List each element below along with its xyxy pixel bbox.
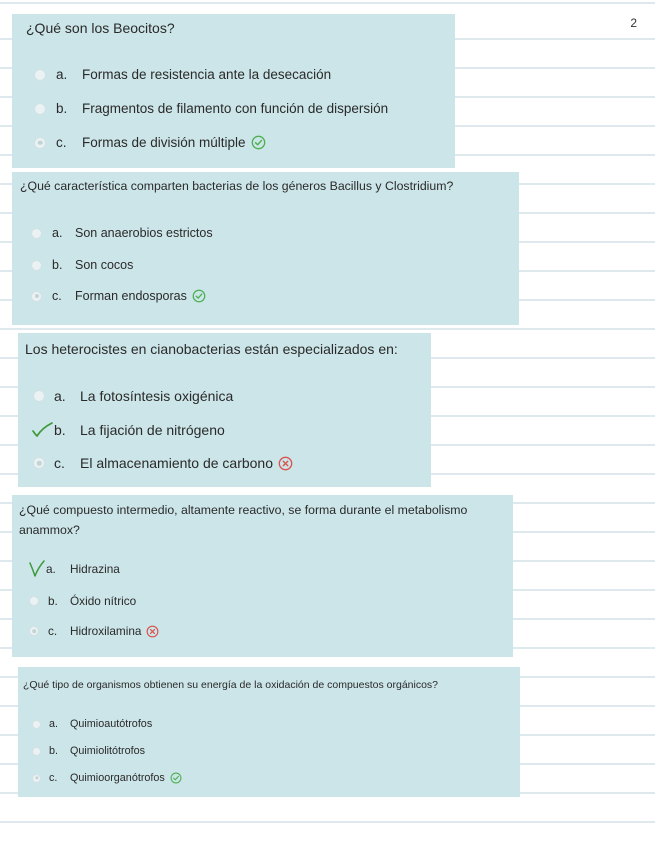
option-text: Hidrazina <box>70 562 120 576</box>
option-b[interactable] <box>32 745 145 757</box>
option-letter: a. <box>54 388 66 404</box>
option-letter: c. <box>54 455 65 471</box>
question-card-4 <box>12 495 513 657</box>
option-text: Formas de resistencia ante la desecación <box>82 67 332 82</box>
option-letter: a. <box>52 226 63 240</box>
option-text: Quimioautótrofos <box>70 718 153 730</box>
option-text: Forman endosporas <box>75 289 187 303</box>
question-card-5 <box>18 667 520 797</box>
option-letter: b. <box>56 101 68 116</box>
option-a[interactable] <box>31 226 213 240</box>
option-text: La fotosíntesis oxigénica <box>80 388 234 404</box>
option-text: Quimioorganótrofos <box>70 772 165 784</box>
option-letter: b. <box>52 258 63 272</box>
radio-button[interactable] <box>32 747 41 756</box>
option-b[interactable] <box>31 258 133 272</box>
option-text: Hidroxilamina <box>70 624 142 638</box>
pen-check-icon <box>31 421 54 439</box>
option-text: Fragmentos de filamento con función de dispersión <box>82 101 389 116</box>
option-b[interactable] <box>29 594 136 608</box>
radio-button[interactable] <box>32 720 41 729</box>
question-text: ¿Qué tipo de organismos obtienen su energía de la oxidación de compuestos orgánicos? <box>23 679 439 691</box>
option-letter: c. <box>49 772 58 784</box>
option-text: Formas de división múltiple <box>82 135 246 150</box>
option-letter: b. <box>49 745 59 757</box>
radio-button[interactable] <box>31 260 42 271</box>
radio-button[interactable] <box>34 69 46 81</box>
option-letter: b. <box>54 422 66 438</box>
option-a[interactable] <box>34 67 331 82</box>
option-text: Son anaerobios estrictos <box>75 226 213 240</box>
radio-button[interactable] <box>33 390 45 402</box>
option-text: Son cocos <box>75 258 134 272</box>
question-card-3 <box>18 333 431 487</box>
radio-button[interactable] <box>34 103 46 115</box>
question-card-2 <box>12 172 519 325</box>
option-text: Quimiolitótrofos <box>70 745 146 757</box>
option-letter: a. <box>56 67 68 82</box>
radio-button-selected[interactable] <box>33 457 45 469</box>
question-card-1 <box>12 14 455 168</box>
option-b[interactable] <box>31 421 225 439</box>
option-text: El almacenamiento de carbono <box>80 455 274 471</box>
radio-button-selected[interactable] <box>32 774 41 783</box>
check-circle-icon <box>192 289 206 303</box>
check-circle-icon <box>170 772 182 784</box>
pen-check-icon <box>29 560 46 578</box>
option-text: Óxido nítrico <box>70 594 137 608</box>
x-circle-icon <box>146 625 159 638</box>
option-c[interactable] <box>32 772 182 784</box>
option-c[interactable] <box>34 135 266 150</box>
radio-button-selected[interactable] <box>29 626 39 636</box>
radio-button-selected[interactable] <box>31 291 42 302</box>
question-text: ¿Qué característica comparten bacterias de los géneros Bacillus y Clostridium? <box>20 179 454 193</box>
option-letter: a. <box>49 718 59 730</box>
option-c[interactable] <box>33 455 293 471</box>
option-letter: b. <box>48 594 58 608</box>
option-letter: c. <box>56 135 67 150</box>
option-letter: c. <box>52 289 62 303</box>
option-a[interactable] <box>29 560 120 578</box>
option-a[interactable] <box>32 718 152 730</box>
question-text: ¿Qué son los Beocitos? <box>26 20 175 36</box>
x-circle-icon <box>278 456 293 471</box>
question-text: ¿Qué compuesto intermedio, altamente reactivo, se forma durante el metabolismo anammox? <box>19 503 468 537</box>
option-letter: a. <box>46 562 56 576</box>
option-c[interactable] <box>29 624 159 638</box>
option-a[interactable] <box>33 388 233 404</box>
radio-button[interactable] <box>31 228 42 239</box>
question-text: Los heterocistes en cianobacterias están especializados en: <box>25 341 398 357</box>
page-number: 2 <box>630 16 637 30</box>
radio-button[interactable] <box>29 596 39 606</box>
option-text: La fijación de nitrógeno <box>80 422 225 438</box>
radio-button-selected[interactable] <box>34 137 46 149</box>
option-c[interactable] <box>31 289 206 303</box>
check-circle-icon <box>251 135 266 150</box>
option-b[interactable] <box>34 101 388 116</box>
option-letter: c. <box>48 624 58 638</box>
